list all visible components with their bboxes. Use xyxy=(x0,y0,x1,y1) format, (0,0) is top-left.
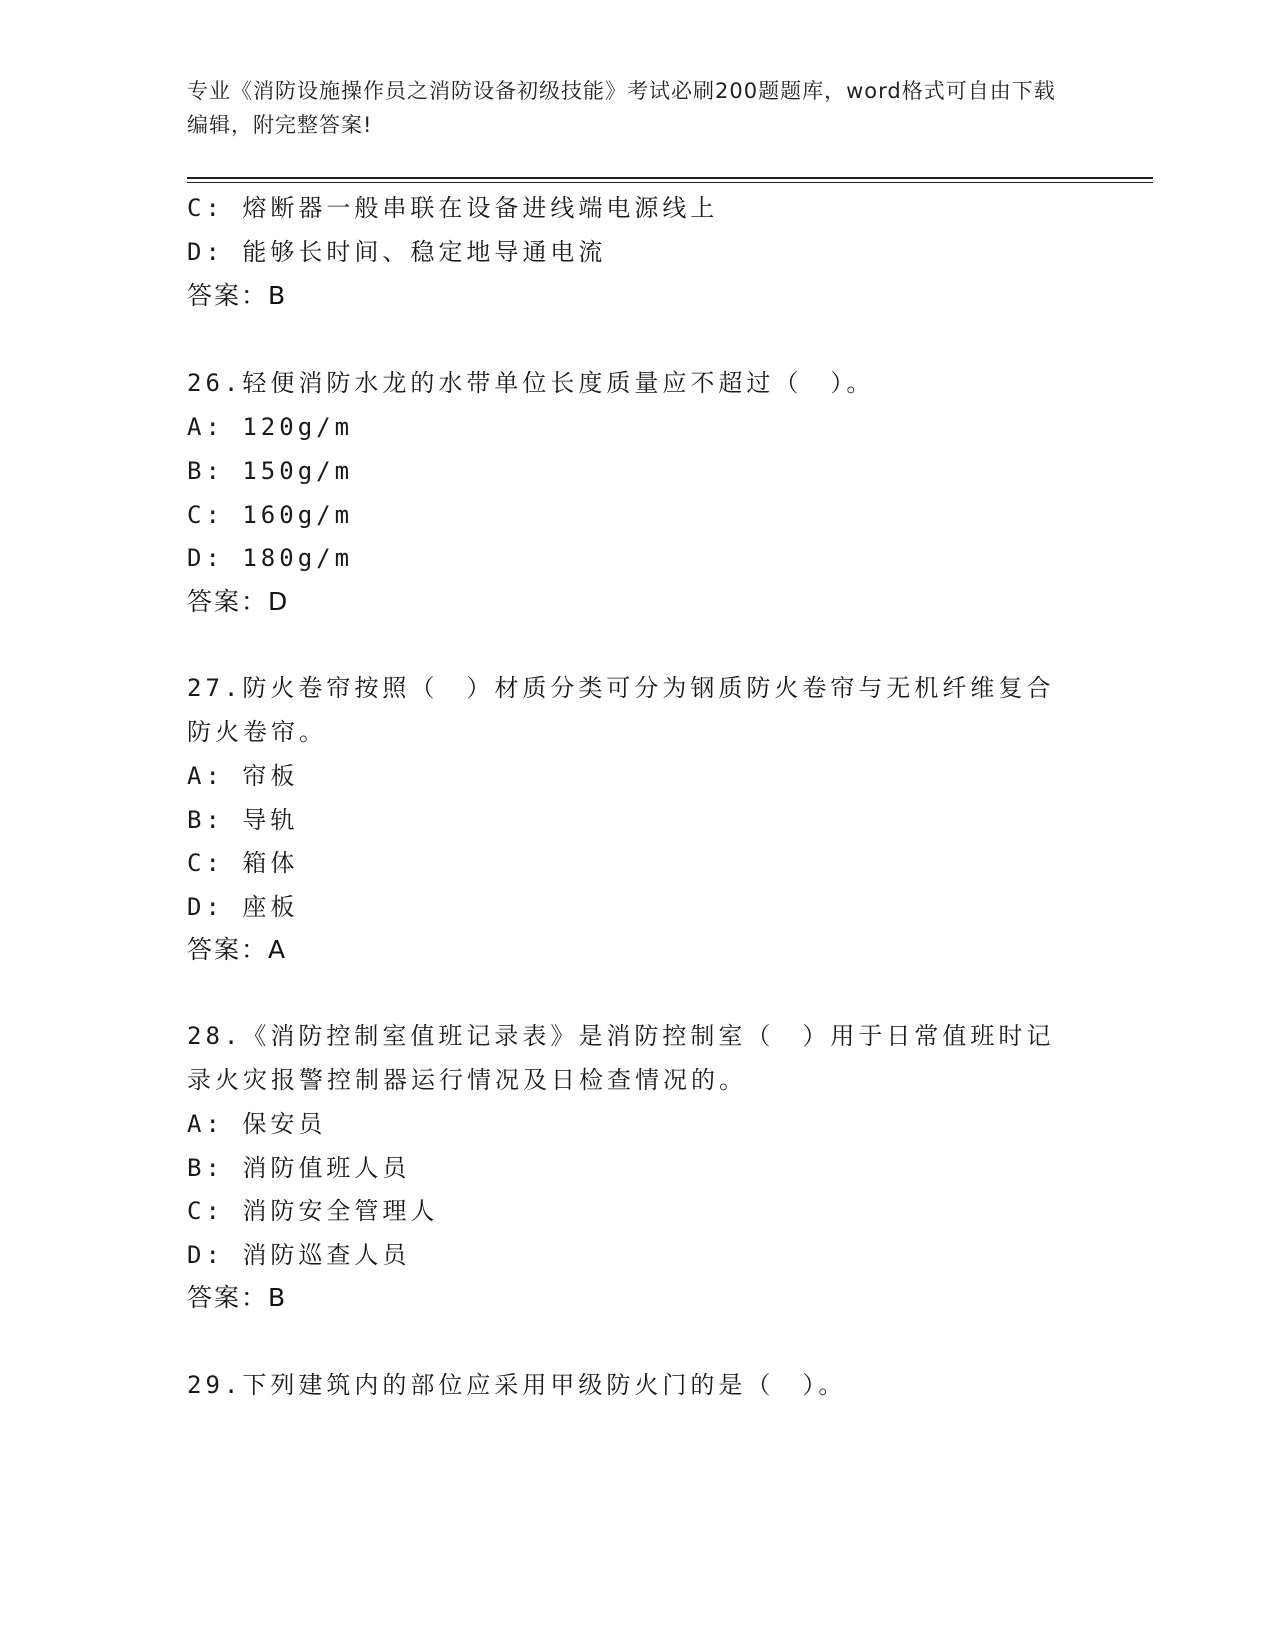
q28-stem-line2: 录火灾报警控制器运行情况及日检查情况的。 xyxy=(187,1066,747,1094)
q25-option-d: D: 能够长时间、稳定地导通电流 xyxy=(187,238,607,266)
q28-option-a: A: 保安员 xyxy=(187,1110,327,1138)
q27-stem-line1: 27.防火卷帘按照（ ）材质分类可分为钢质防火卷帘与无机纤维复合 xyxy=(187,674,1055,702)
header-divider-thick xyxy=(187,177,1153,179)
q25-option-c: C: 熔断器一般串联在设备进线端电源线上 xyxy=(187,194,719,222)
header-divider-thin xyxy=(187,182,1153,183)
q26-stem: 26.轻便消防水龙的水带单位长度质量应不超过（ ）。 xyxy=(187,369,875,397)
q27-option-a: A: 帘板 xyxy=(187,762,299,790)
q28-option-c: C: 消防安全管理人 xyxy=(187,1197,439,1225)
q27-stem-line2: 防火卷帘。 xyxy=(187,718,327,746)
q28-option-d: D: 消防巡查人员 xyxy=(187,1241,411,1269)
q27-option-d: D: 座板 xyxy=(187,893,299,921)
q26-answer: 答案：D xyxy=(187,587,290,616)
q25-answer: 答案：B xyxy=(187,281,288,310)
q26-option-a: A: 120g/m xyxy=(187,413,354,441)
q26-option-d: D: 180g/m xyxy=(187,544,354,572)
q28-answer: 答案：B xyxy=(187,1283,288,1312)
document-header: 专业《消防设施操作员之消防设备初级技能》考试必刷200题题库，word格式可自由下载编辑，附完整答案! xyxy=(187,79,1056,137)
q27-option-c: C: 箱体 xyxy=(187,849,299,877)
q27-answer: 答案：A xyxy=(187,935,288,964)
q29-stem: 29.下列建筑内的部位应采用甲级防火门的是（ ）。 xyxy=(187,1371,847,1399)
q28-stem-line1: 28.《消防控制室值班记录表》是消防控制室（ ）用于日常值班时记 xyxy=(187,1022,1055,1050)
q28-option-b: B: 消防值班人员 xyxy=(187,1154,411,1182)
q26-option-b: B: 150g/m xyxy=(187,457,354,485)
q27-option-b: B: 导轨 xyxy=(187,806,299,834)
q26-option-c: C: 160g/m xyxy=(187,501,354,529)
